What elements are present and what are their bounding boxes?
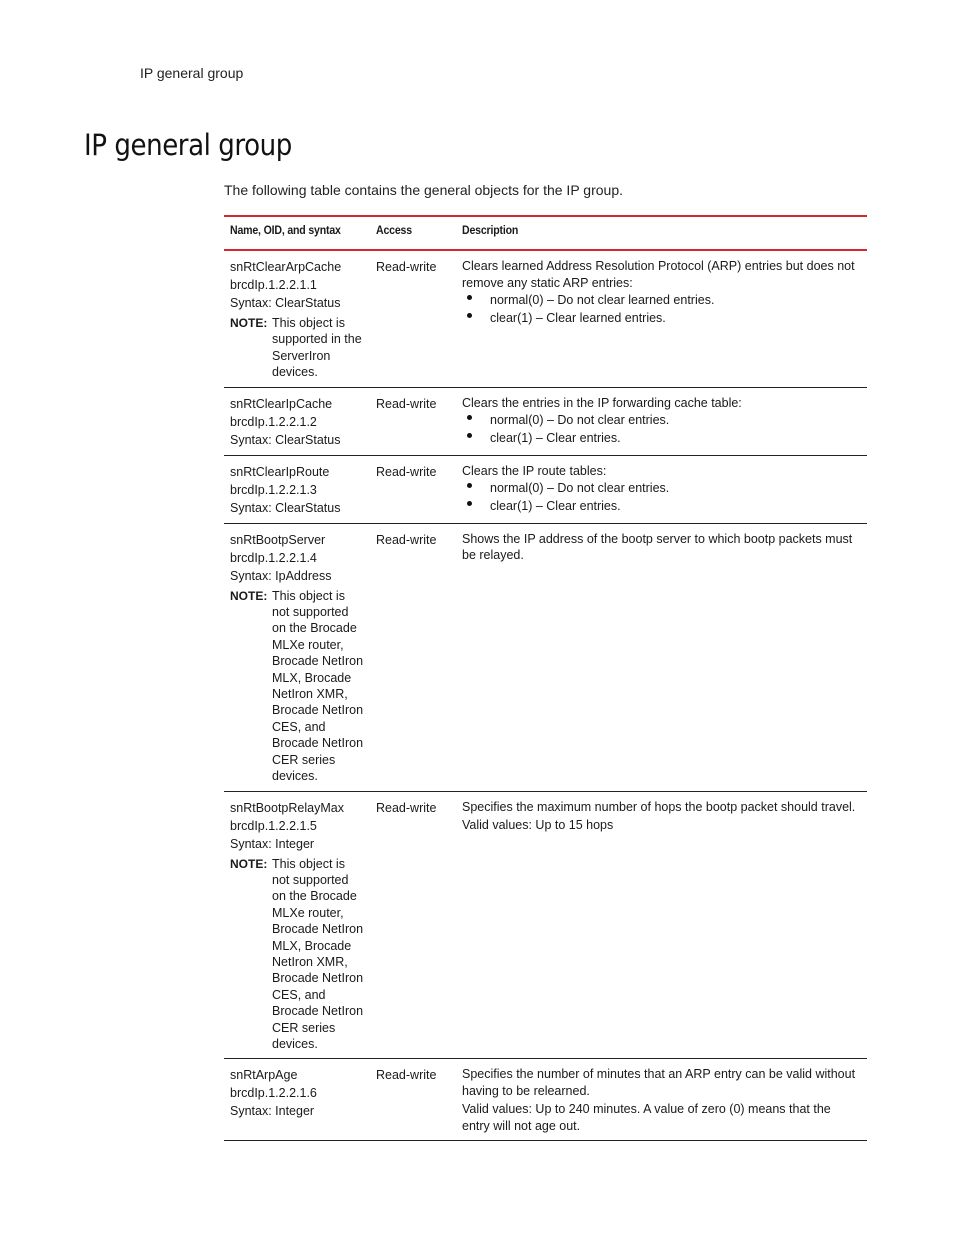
name-cell xyxy=(224,250,370,387)
table-row xyxy=(224,250,867,387)
bullet-list xyxy=(462,411,861,447)
description-cell xyxy=(456,523,867,791)
object-name: snRtArpAge xyxy=(230,1068,298,1083)
description-text: Specifies the maximum number of hops the bootp packet should travel. xyxy=(462,799,856,814)
running-header: IP general group xyxy=(140,65,244,81)
name-cell xyxy=(224,523,370,791)
description-text: Clears the IP route tables: xyxy=(462,463,607,478)
description-valid-values: Valid values: Up to 15 hops xyxy=(462,818,614,832)
table-row xyxy=(224,387,867,455)
table-row xyxy=(224,455,867,523)
access-cell: Read-write xyxy=(370,523,456,791)
object-name: snRtClearIpCache xyxy=(230,396,333,411)
description-text: Clears the entries in the IP forwarding cache table: xyxy=(462,395,742,410)
list-item: normal(0) – Do not clear entries. xyxy=(462,411,861,429)
list-item: clear(1) – Clear entries. xyxy=(462,429,861,447)
note-label: NOTE: xyxy=(230,856,268,871)
access-cell: Read-write xyxy=(370,455,456,523)
description-text: Specifies the number of minutes that an ARP entry can be valid without having to be relearned. xyxy=(462,1067,856,1098)
name-cell xyxy=(224,387,370,455)
description-cell xyxy=(456,791,867,1059)
name-cell xyxy=(224,791,370,1059)
description-cell xyxy=(456,250,867,387)
description-cell xyxy=(456,1059,867,1141)
page-title: IP general group xyxy=(84,128,292,162)
object-name: snRtClearIpRoute xyxy=(230,464,330,479)
table-row xyxy=(224,523,867,791)
table-row xyxy=(224,1059,867,1141)
list-item: normal(0) – Do not clear learned entries. xyxy=(462,291,861,309)
object-name: snRtBootpServer xyxy=(230,532,326,547)
note-text: This object is supported in the ServerIron devices. xyxy=(272,316,362,380)
note-text: This object is not supported on the Brocade MLXe router, Brocade NetIron MLX, Brocade NetIron XMR, Brocade NetIron CES, and Brocade NetIron CER series devices. xyxy=(272,588,364,784)
name-cell xyxy=(224,455,370,523)
intro-paragraph: The following table contains the general objects for the IP group. xyxy=(224,182,623,198)
list-item: clear(1) – Clear learned entries. xyxy=(462,309,861,327)
description-text: Clears learned Address Resolution Protocol (ARP) entries but does not remove any static ARP entries: xyxy=(462,259,855,290)
note xyxy=(230,856,364,1053)
list-item: normal(0) – Do not clear entries. xyxy=(462,479,861,497)
object-syntax: Syntax: ClearStatus xyxy=(230,296,341,310)
object-oid: brcdIp.1.2.2.1.1 xyxy=(230,278,317,292)
object-syntax: Syntax: Integer xyxy=(230,1104,315,1119)
object-oid: brcdIp.1.2.2.1.5 xyxy=(230,818,317,833)
access-cell: Read-write xyxy=(370,791,456,1059)
object-syntax: Syntax: ClearStatus xyxy=(230,432,341,447)
note xyxy=(230,315,364,381)
note-label: NOTE: xyxy=(230,588,268,603)
list-item: clear(1) – Clear entries. xyxy=(462,497,861,515)
object-oid: brcdIp.1.2.2.1.4 xyxy=(230,550,317,565)
object-syntax: Syntax: ClearStatus xyxy=(230,500,341,515)
object-oid: brcdIp.1.2.2.1.3 xyxy=(230,482,317,497)
object-syntax: Syntax: Integer xyxy=(230,836,315,851)
bullet-list xyxy=(462,479,861,515)
ip-general-objects-table xyxy=(224,215,867,1141)
object-name: snRtClearArpCache xyxy=(230,260,342,274)
object-name: snRtBootpRelayMax xyxy=(230,800,344,815)
column-header-description: Description xyxy=(456,216,867,250)
note-label: NOTE: xyxy=(230,316,268,330)
bullet-list xyxy=(462,291,861,327)
column-header-name: Name, OID, and syntax xyxy=(224,216,370,250)
column-header-access: Access xyxy=(370,216,456,250)
object-oid: brcdIp.1.2.2.1.2 xyxy=(230,414,317,429)
object-oid: brcdIp.1.2.2.1.6 xyxy=(230,1086,317,1101)
description-cell xyxy=(456,455,867,523)
access-cell: Read-write xyxy=(370,250,456,387)
description-cell xyxy=(456,387,867,455)
note xyxy=(230,588,364,785)
object-syntax: Syntax: IpAddress xyxy=(230,568,332,583)
description-text: Shows the IP address of the bootp server to which bootp packets must be relayed. xyxy=(462,531,853,563)
table-header-row xyxy=(224,216,867,250)
description-valid-values: Valid values: Up to 240 minutes. A value of zero (0) means that the entry will not age out. xyxy=(462,1102,831,1133)
access-cell: Read-write xyxy=(370,387,456,455)
access-cell: Read-write xyxy=(370,1059,456,1141)
note-text: This object is not supported on the Brocade MLXe router, Brocade NetIron MLX, Brocade NetIron XMR, Brocade NetIron CES, and Brocade NetIron CER series devices. xyxy=(272,856,364,1051)
table-row xyxy=(224,791,867,1059)
name-cell xyxy=(224,1059,370,1141)
